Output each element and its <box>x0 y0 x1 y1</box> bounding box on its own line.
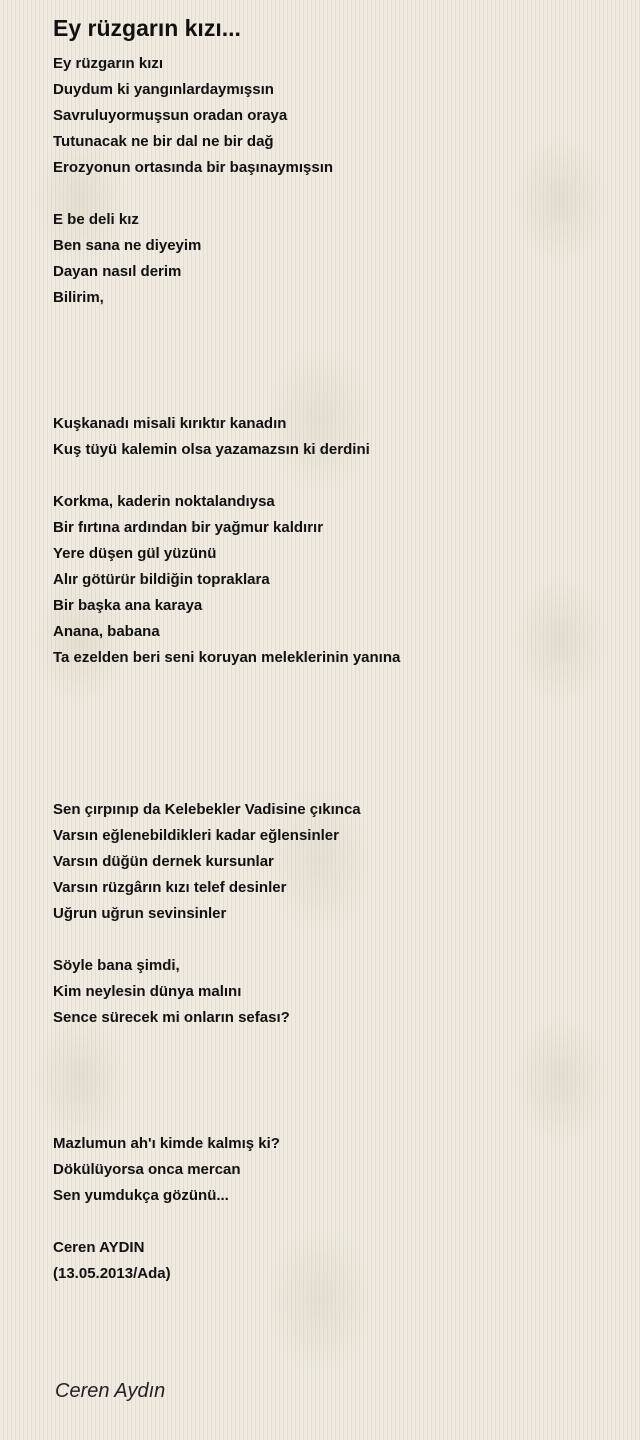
poem-line: Ben sana ne diyeyim <box>53 237 202 254</box>
poem-line: Kuşkanadı misali kırıktır kanadın <box>53 415 287 432</box>
poem-line: Savruluyormuşsun oradan oraya <box>53 107 288 124</box>
poem-line: Alır götürür bildiğin topraklara <box>53 571 270 588</box>
poem-line: Bir fırtına ardından bir yağmur kaldırır <box>53 519 324 536</box>
poem-date-place: (13.05.2013/Ada) <box>53 1265 171 1282</box>
poem-title: Ey rüzgarın kızı... <box>53 15 241 41</box>
poem-line: Korkma, kaderin noktalandıysa <box>53 493 275 510</box>
stanza-2 <box>53 207 201 311</box>
poem-line: E be deli kız <box>53 211 139 228</box>
stanza-5 <box>53 797 361 927</box>
author-block <box>53 1235 171 1287</box>
stanza-3 <box>53 411 370 463</box>
poem-line: Ey rüzgarın kızı <box>53 55 164 72</box>
stanza-4 <box>53 489 400 671</box>
poem-line: Dökülüyorsa onca mercan <box>53 1161 241 1178</box>
stanza-7 <box>53 1131 280 1209</box>
poem-line: Dayan nasıl derim <box>53 263 182 280</box>
poem-line: Sence sürecek mi onların sefası? <box>53 1009 290 1026</box>
poem-line: Varsın düğün dernek kursunlar <box>53 853 274 870</box>
poem-line: Bir başka ana karaya <box>53 597 203 614</box>
poem-line: Erozyonun ortasında bir başınaymışsın <box>53 159 334 176</box>
poem-line: Ta ezelden beri seni koruyan meleklerinin yanına <box>53 649 401 666</box>
poem-line: Kim neylesin dünya malını <box>53 983 242 1000</box>
poem-line: Yere düşen gül yüzünü <box>53 545 217 562</box>
poem-line: Mazlumun ah'ı kimde kalmış ki? <box>53 1135 280 1152</box>
stanza-6 <box>53 953 290 1031</box>
poem-line: Tutunacak ne bir dal ne bir dağ <box>53 133 274 150</box>
poem-line: Söyle bana şimdi, <box>53 957 180 974</box>
poem-line: Kuş tüyü kalemin olsa yazamazsın ki derdini <box>53 441 370 458</box>
poem-line: Uğrun uğrun sevinsinler <box>53 905 227 922</box>
poem-line: Anana, babana <box>53 623 160 640</box>
poem-line: Bilirim, <box>53 289 104 306</box>
poem-line: Duydum ki yangınlardaymışsın <box>53 81 274 98</box>
author-signature: Ceren Aydın <box>55 1380 166 1402</box>
poem-line: Sen çırpınıp da Kelebekler Vadisine çıkınca <box>53 801 361 818</box>
poem-line: Varsın eğlenebildikleri kadar eğlensinler <box>53 827 339 844</box>
poem-line: Sen yumdukça gözünü... <box>53 1187 229 1204</box>
poem-line: Varsın rüzgârın kızı telef desinler <box>53 879 287 896</box>
stanza-1 <box>53 51 333 181</box>
author-name: Ceren AYDIN <box>53 1239 145 1256</box>
